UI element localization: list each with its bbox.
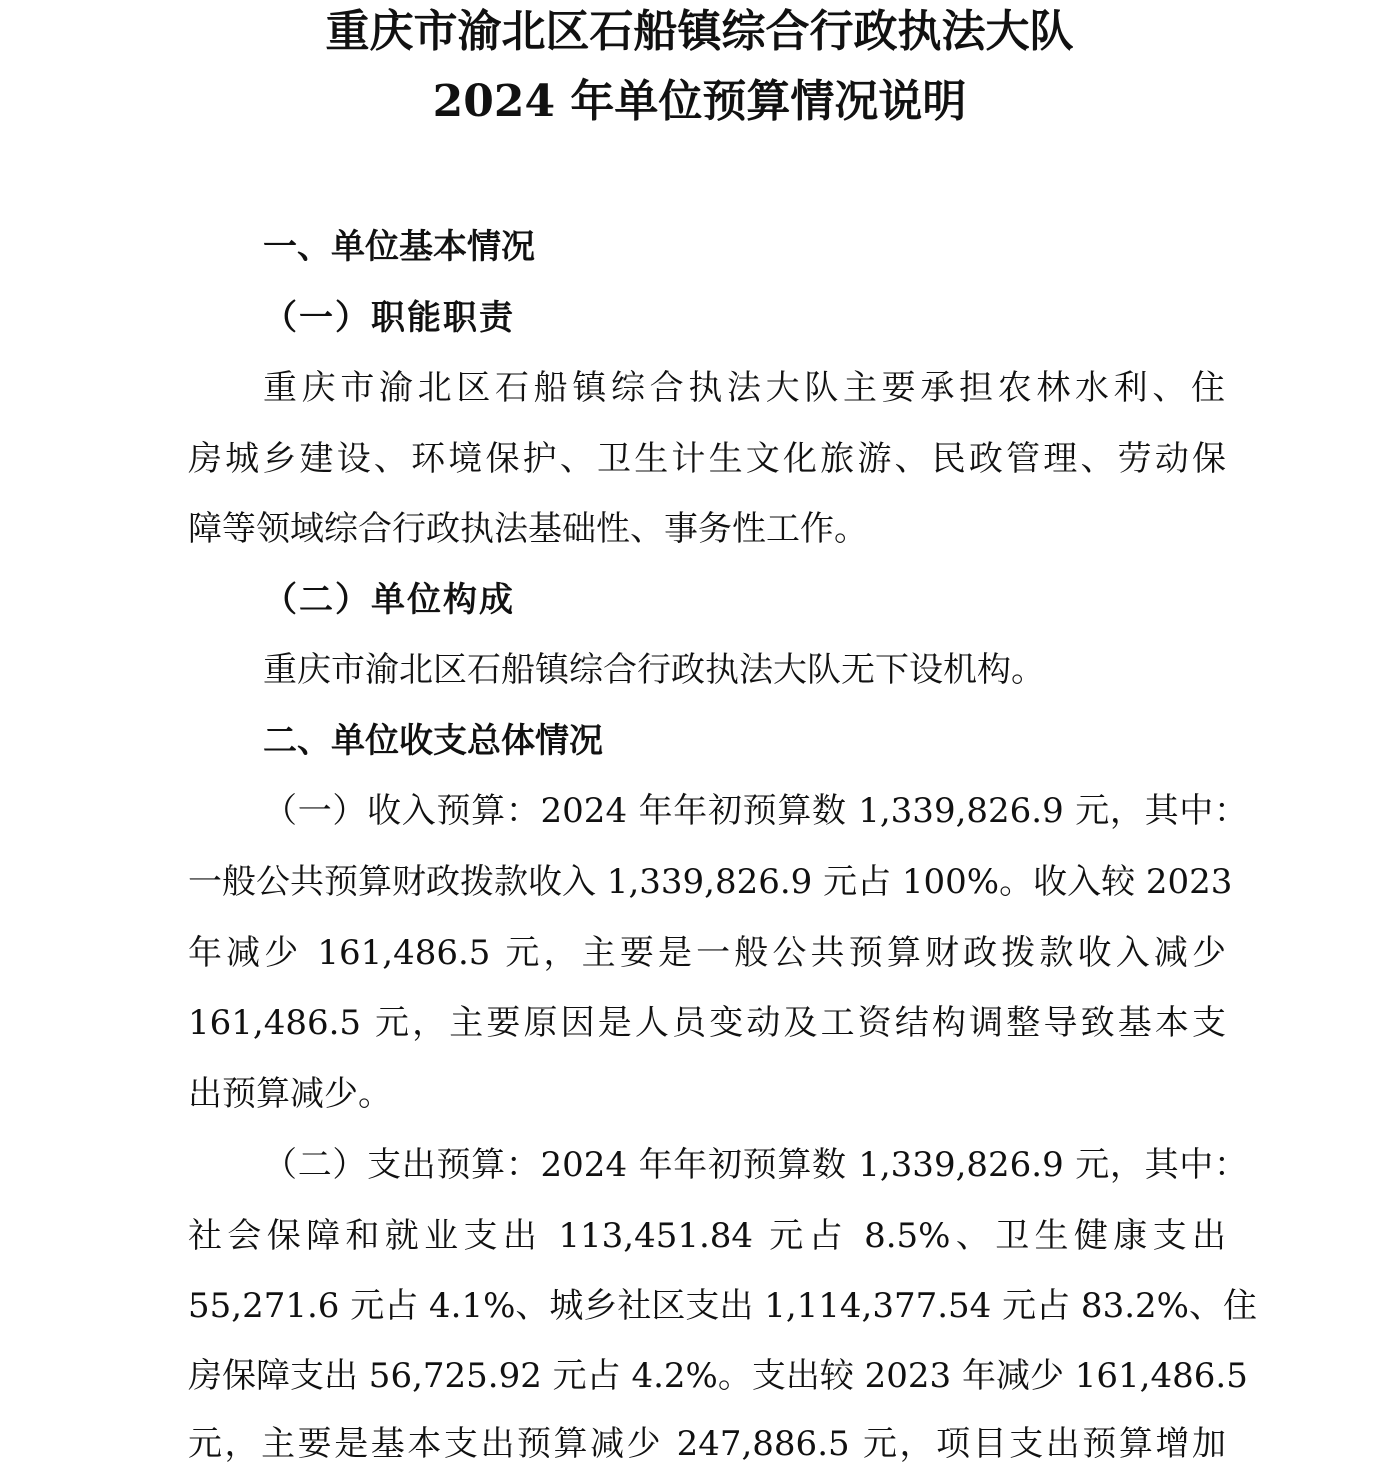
document-title-line-2: 2024 年单位预算情况说明	[432, 76, 967, 127]
paragraph-line: 社会保障和就业支出 113,451.84 元占 8.5%、卫生健康支出	[188, 1216, 1226, 1256]
paragraph-line: 房保障支出 56,725.92 元占 4.2%。支出较 2023 年减少 161,486.5	[188, 1356, 1248, 1396]
section-heading: 二、单位收支总体情况	[263, 721, 603, 761]
paragraph-line: 一般公共预算财政拨款收入 1,339,826.9 元占 100%。收入较 2023	[188, 862, 1233, 902]
paragraph-line: 重庆市渝北区石船镇综合执法大队主要承担农林水利、住	[263, 368, 1225, 408]
document-title-line-1: 重庆市渝北区石船镇综合行政执法大队	[325, 6, 1074, 57]
paragraph-line: 房城乡建设、环境保护、卫生计生文化旅游、民政管理、劳动保	[188, 439, 1226, 479]
paragraph-line: 障等领域综合行政执法基础性、事务性工作。	[188, 509, 868, 549]
paragraph-line: （二）支出预算：2024 年年初预算数 1,339,826.9 元，其中：	[263, 1145, 1248, 1185]
section-heading: 一、单位基本情况	[263, 227, 535, 267]
subsection-heading: （二）单位构成	[263, 580, 515, 620]
paragraph-line: 55,271.6 元占 4.1%、城乡社区支出 1,114,377.54 元占 83.2%、住	[188, 1286, 1257, 1326]
paragraph-line: 元，主要是基本支出预算减少 247,886.5 元，项目支出预算增加	[188, 1424, 1226, 1464]
subsection-heading: （一）职能职责	[263, 298, 515, 338]
paragraph-structure: 重庆市渝北区石船镇综合行政执法大队无下设机构。	[263, 650, 1045, 690]
paragraph-line: 161,486.5 元，主要原因是人员变动及工资结构调整导致基本支	[188, 1003, 1226, 1043]
paragraph-line: 年减少 161,486.5 元，主要是一般公共预算财政拨款收入减少	[188, 933, 1226, 973]
paragraph-line: 出预算减少。	[188, 1074, 392, 1114]
paragraph-line: （一）收入预算：2024 年年初预算数 1,339,826.9 元，其中：	[263, 791, 1248, 831]
